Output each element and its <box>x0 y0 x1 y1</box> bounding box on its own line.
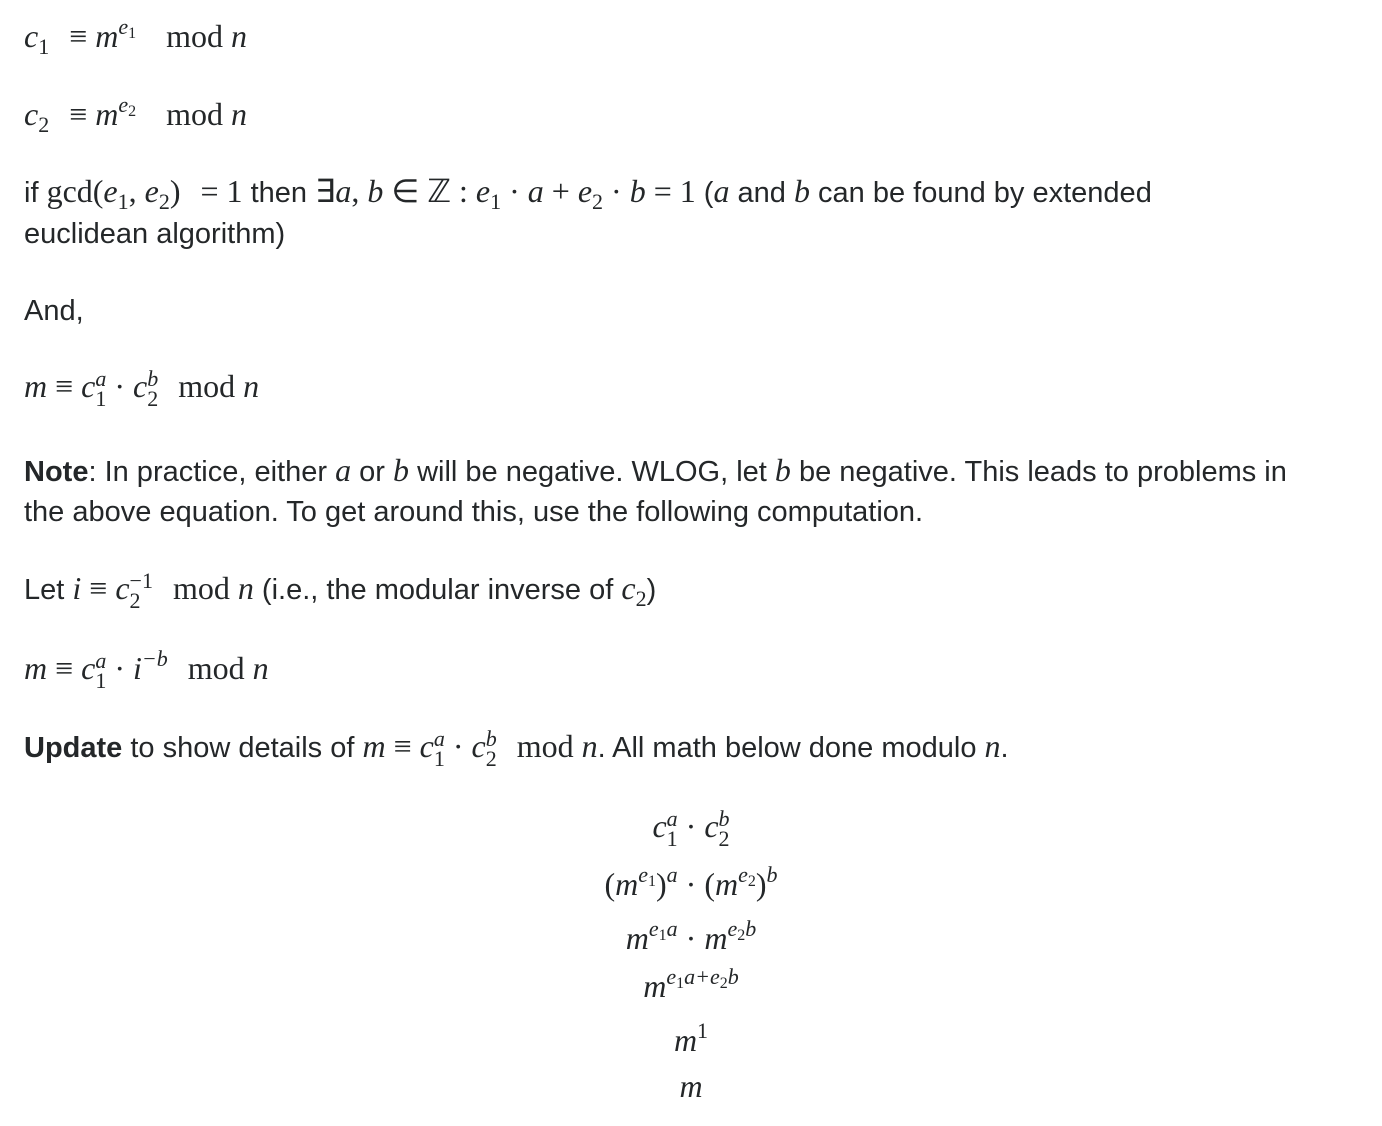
equiv-symbol: ≡ <box>69 96 88 132</box>
superscript-neg-b: −b <box>141 646 168 671</box>
mod-operator: mod <box>178 368 236 404</box>
note-paragraph-line2: the above equation. To get around this, use the following computation. <box>24 496 924 528</box>
superscript-b: b <box>485 725 497 751</box>
exponent-e: e <box>738 862 748 887</box>
mod-operator: mod <box>166 96 224 132</box>
equiv-symbol: ≡ <box>393 728 412 764</box>
var-a: a <box>713 173 730 209</box>
text-modular-inverse: (i.e., the modular inverse of <box>261 574 614 606</box>
var-n: n <box>237 570 254 606</box>
dot-operator: · <box>114 650 126 686</box>
derivation-line-4 <box>0 964 1382 1005</box>
superscript-b: b <box>766 862 778 887</box>
update-paragraph <box>24 725 1009 771</box>
var-e: e <box>103 173 118 209</box>
var-e: e <box>144 173 159 209</box>
dot-operator: · <box>611 173 622 209</box>
mod-operator: mod <box>516 728 574 764</box>
superscript-a: a <box>95 365 107 391</box>
var-c: c <box>704 808 719 844</box>
superscript-a: a <box>433 725 445 751</box>
var-i: i <box>133 650 142 686</box>
dot-operator: · <box>114 368 126 404</box>
var-n: n <box>231 96 248 132</box>
gcd-paragraph-line1: if $\gcd(e_1$, $e_2) = 1$ then ∃a, b ∈ ℤ : $e_1 \cdot a + e_2 \cdot b = 1$ (a and b can be found by extended <box>24 173 1152 214</box>
derivation-line-1 <box>0 805 1382 851</box>
equation-c2 <box>24 92 248 137</box>
var-c: c <box>652 808 667 844</box>
var-b: b <box>629 173 646 209</box>
exponent-subscript: 1 <box>676 975 685 992</box>
var-e: e <box>577 173 593 209</box>
superscript-a: a <box>666 805 678 831</box>
var-m: m <box>643 968 667 1004</box>
equiv-symbol: ≡ <box>89 570 108 606</box>
var-b: b <box>367 173 384 209</box>
paren-open: ( <box>703 177 714 209</box>
text-found: can be found by extended <box>818 177 1152 209</box>
exponent-b: b <box>727 964 739 989</box>
exponent-subscript: 1 <box>128 25 137 42</box>
subscript-2: 2 <box>147 385 159 411</box>
exponent-e: e <box>118 14 129 39</box>
subscript-2: 2 <box>129 587 141 613</box>
text-then: then <box>250 177 308 209</box>
subscript-2: 2 <box>485 745 497 771</box>
let-inverse-line <box>24 567 657 613</box>
text-if: if <box>24 177 39 209</box>
var-m: m <box>625 920 649 956</box>
var-m: m <box>673 1022 698 1058</box>
var-c: c <box>24 96 39 132</box>
paren-close: ) <box>755 866 767 902</box>
subscript: 2 <box>158 189 170 214</box>
paren-close: ) <box>169 173 181 209</box>
exponent-mid: a+e <box>684 964 720 989</box>
exponent-subscript: 2 <box>747 873 756 890</box>
paren-open: ( <box>604 866 616 902</box>
update-label: Update <box>24 732 123 764</box>
exponent-e: e <box>666 964 677 989</box>
exponent-subscript: 2 <box>719 975 728 992</box>
var-a: a <box>527 173 544 209</box>
var-n: n <box>231 18 248 54</box>
derivation-line-3 <box>0 916 1382 957</box>
subscript: 1 <box>117 189 129 214</box>
dot-operator: · <box>452 728 464 764</box>
note-paragraph-line1 <box>24 452 1287 489</box>
subscript-1: 1 <box>95 385 107 411</box>
and-text: And, <box>24 295 84 327</box>
note-text-3: will be negative. WLOG, let <box>417 456 767 488</box>
exponent-one: 1 <box>697 1018 709 1043</box>
var-m: m <box>679 1068 703 1104</box>
var-c: c <box>621 570 636 606</box>
subscript: 1 <box>38 34 50 59</box>
equation-c1 <box>24 14 248 59</box>
var-m: m <box>24 650 48 686</box>
note-text-1: : In practice, either <box>88 456 328 488</box>
text-and: and <box>737 177 786 209</box>
plus-operator: + <box>551 173 570 209</box>
subscript-1: 1 <box>95 667 107 693</box>
paren-close: ) <box>656 866 667 902</box>
equiv-symbol: ≡ <box>69 18 88 54</box>
var-c: c <box>81 368 96 404</box>
subscript: 1 <box>490 189 502 214</box>
exponent-e: e <box>118 92 129 117</box>
exponent-e: e <box>648 916 659 941</box>
var-m: m <box>24 368 48 404</box>
var-c: c <box>133 368 148 404</box>
gcd-paragraph-line2: euclidean algorithm) <box>24 218 286 250</box>
equiv-symbol: ≡ <box>55 650 74 686</box>
subscript-2: 2 <box>718 825 730 851</box>
var-n: n <box>252 650 269 686</box>
superscript-inverse: −1 <box>129 567 153 593</box>
var-c: c <box>471 728 486 764</box>
var-e: e <box>475 173 491 209</box>
exponent-b: b <box>745 916 757 941</box>
update-text-2: . All math below done modulo <box>597 732 977 764</box>
element-of-integers: ∈ ℤ : <box>391 173 468 209</box>
var-a: a <box>335 452 352 488</box>
equals-one: = 1 <box>653 173 696 209</box>
equation-m-inverse <box>24 646 269 693</box>
var-a: a <box>335 173 352 209</box>
exponent-subscript: 1 <box>658 927 667 944</box>
var-i: i <box>72 570 82 606</box>
subscript: 2 <box>635 586 647 611</box>
subscript: 2 <box>592 189 604 214</box>
paren-open: ( <box>704 866 715 902</box>
gcd-function: gcd( <box>46 173 104 209</box>
update-text-1: to show details of <box>130 732 355 764</box>
var-n: n <box>243 368 260 404</box>
paren-close: ) <box>646 574 657 606</box>
exponent-subscript: 2 <box>128 103 137 120</box>
var-m: m <box>704 920 728 956</box>
note-text-or: or <box>359 456 385 488</box>
subscript-1: 1 <box>666 825 678 851</box>
subscript-1: 1 <box>433 745 445 771</box>
comma: , <box>128 173 145 209</box>
exponent-e: e <box>638 862 649 887</box>
period: . <box>1000 732 1009 764</box>
var-b: b <box>393 452 409 488</box>
derivation-line-6 <box>0 1068 1382 1105</box>
text-let: Let <box>24 574 65 606</box>
exponent-subscript: 2 <box>737 927 746 944</box>
var-b: b <box>793 173 810 209</box>
var-c: c <box>81 650 96 686</box>
mod-operator: mod <box>187 650 245 686</box>
equation-m-combined <box>24 365 260 411</box>
derivation-line-2 <box>0 862 1382 903</box>
superscript-a: a <box>95 647 107 673</box>
var-m: m <box>95 96 119 132</box>
dot-operator: · <box>685 920 697 956</box>
exponent-e: e <box>727 916 738 941</box>
var-n: n <box>984 728 1001 764</box>
superscript-b: b <box>147 365 159 391</box>
var-c: c <box>24 18 39 54</box>
var-m: m <box>615 866 639 902</box>
note-label: Note <box>24 456 89 488</box>
var-c: c <box>419 728 434 764</box>
superscript-a: a <box>666 862 678 887</box>
var-n: n <box>581 728 598 764</box>
var-m: m <box>714 866 739 902</box>
var-b: b <box>774 452 791 488</box>
derivation-line-5 <box>0 1018 1382 1059</box>
exists-symbol: ∃ <box>315 173 336 209</box>
dot-operator: · <box>685 808 697 844</box>
dot-operator: · <box>509 173 520 209</box>
superscript-b: b <box>718 805 730 831</box>
var-m: m <box>362 728 386 764</box>
exponent-subscript: 1 <box>648 873 657 890</box>
var-m: m <box>95 18 119 54</box>
mod-operator: mod <box>172 570 230 606</box>
note-text-4: be negative. This leads to problems in <box>798 456 1287 488</box>
subscript: 2 <box>38 112 50 137</box>
equiv-symbol: ≡ <box>55 368 74 404</box>
var-c: c <box>115 570 130 606</box>
exponent-a: a <box>666 916 678 941</box>
equals-one: = 1 <box>200 173 243 209</box>
dot-operator: · <box>685 866 697 902</box>
mod-operator: mod <box>166 18 224 54</box>
